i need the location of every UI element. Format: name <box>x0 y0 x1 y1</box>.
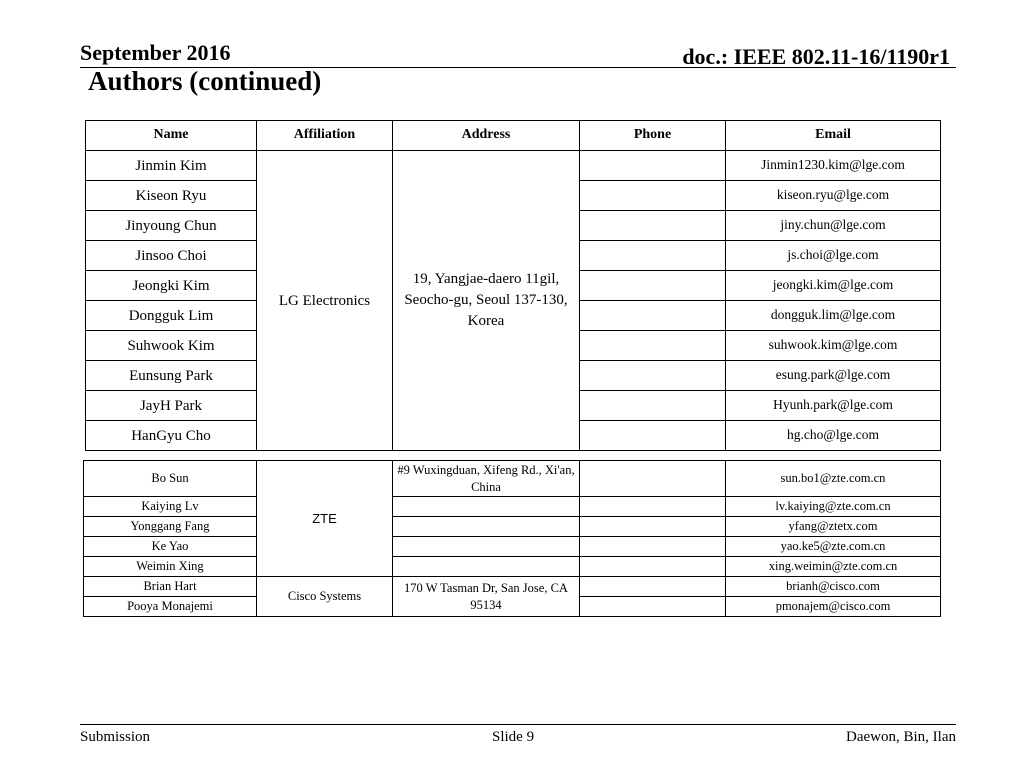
phone-cell <box>580 151 726 181</box>
email-cell: jeongki.kim@lge.com <box>726 271 941 301</box>
phone-cell <box>580 181 726 211</box>
authors-table-zte-cisco <box>83 460 941 617</box>
authors-table-lg <box>85 120 941 451</box>
email-cell: lv.kaiying@zte.com.cn <box>726 497 941 517</box>
phone-cell <box>580 421 726 451</box>
phone-cell <box>580 577 726 597</box>
author-name: Suhwook Kim <box>86 331 257 361</box>
header-email: Email <box>726 121 941 151</box>
phone-cell <box>580 271 726 301</box>
author-name: Ke Yao <box>84 537 257 557</box>
author-name: HanGyu Cho <box>86 421 257 451</box>
header-name: Name <box>86 121 257 151</box>
address-cell <box>393 537 580 557</box>
header-affiliation: Affiliation <box>257 121 393 151</box>
phone-cell <box>580 331 726 361</box>
author-name: Kiseon Ryu <box>86 181 257 211</box>
page-title: Authors (continued) <box>88 66 322 96</box>
author-name: Jeongki Kim <box>86 271 257 301</box>
address-cell-cisco: 170 W Tasman Dr, San Jose, CA 95134 <box>393 577 580 617</box>
footer-submission: Submission <box>80 729 151 745</box>
table-row <box>84 537 941 557</box>
author-name: Jinmin Kim <box>86 151 257 181</box>
author-name: Kaiying Lv <box>84 497 257 517</box>
phone-cell <box>580 391 726 421</box>
email-cell: js.choi@lge.com <box>726 241 941 271</box>
table-row <box>84 517 941 537</box>
phone-cell <box>580 461 726 497</box>
email-cell: Jinmin1230.kim@lge.com <box>726 151 941 181</box>
table-row <box>84 557 941 577</box>
affiliation-cell: LG Electronics <box>257 151 393 451</box>
phone-cell <box>580 361 726 391</box>
author-name: Weimin Xing <box>84 557 257 577</box>
email-cell: xing.weimin@zte.com.cn <box>726 557 941 577</box>
header-address: Address <box>393 121 580 151</box>
footer-authors: Daewon, Bin, Ilan <box>846 729 956 745</box>
table-row <box>84 577 941 597</box>
email-cell: Hyunh.park@lge.com <box>726 391 941 421</box>
email-cell: dongguk.lim@lge.com <box>726 301 941 331</box>
address-cell <box>393 517 580 537</box>
phone-cell <box>580 497 726 517</box>
table-row <box>84 497 941 517</box>
address-cell <box>393 557 580 577</box>
email-cell: jiny.chun@lge.com <box>726 211 941 241</box>
email-cell: sun.bo1@zte.com.cn <box>726 461 941 497</box>
author-name: Pooya Monajemi <box>84 597 257 617</box>
table-header-row <box>86 121 941 151</box>
phone-cell <box>580 301 726 331</box>
email-cell: pmonajem@cisco.com <box>726 597 941 617</box>
author-name: Dongguk Lim <box>86 301 257 331</box>
phone-cell <box>580 241 726 271</box>
address-cell-zte: #9 Wuxingduan, Xifeng Rd., Xi'an, China <box>393 461 580 497</box>
header-date: September 2016 <box>80 40 231 65</box>
email-cell: yfang@ztetx.com <box>726 517 941 537</box>
email-cell: kiseon.ryu@lge.com <box>726 181 941 211</box>
phone-cell <box>580 557 726 577</box>
email-cell: yao.ke5@zte.com.cn <box>726 537 941 557</box>
phone-cell <box>580 517 726 537</box>
address-cell: 19, Yangjae-daero 11gil, Seocho-gu, Seoul 137-130, Korea <box>393 151 580 451</box>
affiliation-cell-zte: ZTE <box>257 461 393 577</box>
header-phone: Phone <box>580 121 726 151</box>
author-name: JayH Park <box>86 391 257 421</box>
table-row <box>86 151 941 181</box>
email-cell: esung.park@lge.com <box>726 361 941 391</box>
author-name: Brian Hart <box>84 577 257 597</box>
author-name: Yonggang Fang <box>84 517 257 537</box>
phone-cell <box>580 537 726 557</box>
affiliation-cell-cisco: Cisco Systems <box>257 577 393 617</box>
table-row <box>84 461 941 497</box>
address-cell <box>393 497 580 517</box>
email-cell: suhwook.kim@lge.com <box>726 331 941 361</box>
author-name: Bo Sun <box>84 461 257 497</box>
author-name: Eunsung Park <box>86 361 257 391</box>
phone-cell <box>580 597 726 617</box>
footer-slide-number: Slide 9 <box>492 729 535 745</box>
email-cell: hg.cho@lge.com <box>726 421 941 451</box>
author-name: Jinsoo Choi <box>86 241 257 271</box>
phone-cell <box>580 211 726 241</box>
email-cell: brianh@cisco.com <box>726 577 941 597</box>
author-name: Jinyoung Chun <box>86 211 257 241</box>
header-doc-id: doc.: IEEE 802.11-16/1190r1 <box>682 44 950 69</box>
footer-divider <box>80 724 956 725</box>
